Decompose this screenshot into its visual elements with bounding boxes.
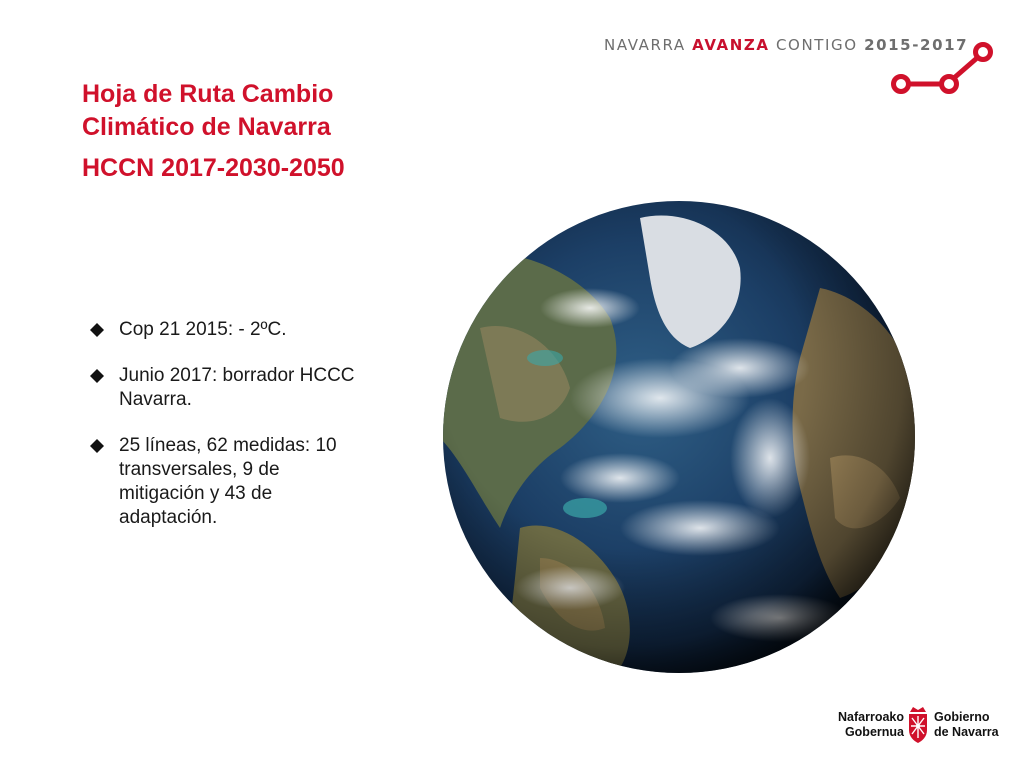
page-title — [82, 78, 333, 144]
coat-of-arms-icon — [906, 706, 930, 744]
connected-nodes-icon — [888, 38, 998, 98]
tagline-part-years: 2015-2017 — [864, 36, 969, 54]
bullet-text: 25 líneas, 62 medidas: 10 — [119, 435, 337, 456]
logo-text-line: Gobernua — [844, 725, 904, 739]
diamond-bullet-icon — [90, 323, 104, 337]
logo-text-line: Gobierno — [934, 710, 990, 724]
tagline-part-navarra: NAVARRA — [604, 36, 693, 54]
bullet-text: Junio 2017: borrador HCCC — [119, 365, 355, 386]
tagline-part-avanza: AVANZA — [692, 36, 770, 54]
bullet-text: Cop 21 2015: - 2ºC. — [119, 319, 287, 340]
earth-globe-image — [440, 198, 918, 676]
diamond-bullet-icon — [90, 439, 104, 453]
tagline-part-contigo: CONTIGO — [769, 36, 865, 54]
logo-text-line: de Navarra — [934, 725, 999, 739]
bullet-item-medidas — [88, 434, 398, 530]
logo-text-spanish — [934, 710, 999, 740]
title-line-2: Climático de Navarra — [82, 113, 331, 141]
bullet-text: transversales, 9 de — [119, 459, 280, 480]
page-subtitle: HCCN 2017-2030-2050 — [82, 154, 345, 182]
logo-text-line: Nafarroako — [838, 710, 904, 724]
bullet-text: adaptación. — [119, 507, 218, 528]
bullet-text: mitigación y 43 de — [119, 483, 273, 504]
gobierno-navarra-logo — [838, 706, 998, 746]
bullet-text: Navarra. — [119, 389, 192, 410]
logo-text-basque — [838, 710, 904, 740]
bullet-item-junio-2017 — [88, 364, 398, 412]
title-line-1: Hoja de Ruta Cambio — [82, 80, 334, 108]
bullet-list — [88, 318, 398, 552]
bullet-item-cop21 — [88, 318, 398, 342]
diamond-bullet-icon — [90, 369, 104, 383]
